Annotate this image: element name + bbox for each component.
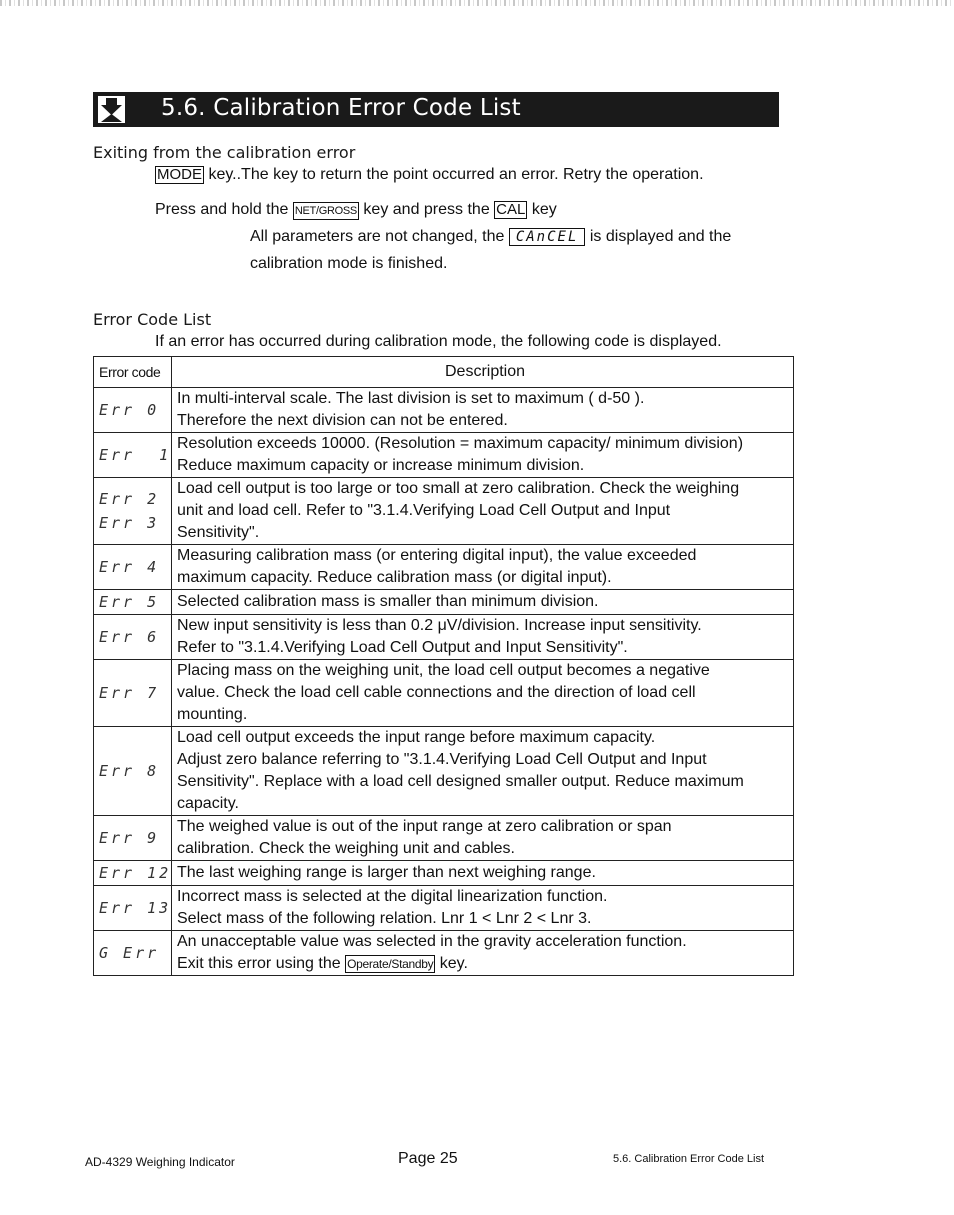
table-row — [94, 660, 794, 727]
error-description-cell — [172, 545, 794, 590]
footer-left: AD-4329 Weighing Indicator — [85, 1155, 235, 1169]
cancel-display: CAnCEL — [509, 228, 586, 246]
mode-text: key..The key to return the point occurred an error. Retry the operation. — [208, 166, 704, 183]
description-line: New input sensitivity is less than 0.2 μV/division. Increase input sensitivity. — [177, 617, 702, 634]
finished-line: calibration mode is finished. — [250, 255, 448, 272]
error-code: Err 5 — [99, 593, 160, 611]
error-code: Err 13 — [99, 899, 172, 917]
press-text-3: key — [531, 201, 557, 218]
table-row — [94, 388, 794, 433]
error-list-intro: If an error has occurred during calibration mode, the following code is displayed. — [155, 333, 722, 350]
table-row — [94, 545, 794, 590]
description-line: The weighed value is out of the input range at zero calibration or span — [177, 818, 672, 835]
section-header — [93, 92, 779, 127]
error-code-cell — [94, 590, 172, 615]
description-text: key. — [439, 955, 468, 972]
description-line: Measuring calibration mass (or entering digital input), the value exceeded — [177, 547, 697, 564]
params-text-1: All parameters are not changed, the — [250, 228, 505, 245]
net-gross-key: NET/GROSS — [293, 202, 359, 220]
error-code: Err 0 — [99, 401, 160, 419]
error-description-cell — [172, 861, 794, 886]
table-row — [94, 931, 794, 976]
error-code-cell — [94, 816, 172, 861]
error-code-cell — [94, 727, 172, 816]
error-code-cell — [94, 478, 172, 545]
error-code: Err 3 — [99, 514, 160, 532]
col-header-code: Error code — [94, 357, 172, 388]
footer-right: 5.6. Calibration Error Code List — [613, 1153, 765, 1165]
description-line: unit and load cell. Refer to "3.1.4.Verifying Load Cell Output and Input — [177, 502, 671, 519]
error-code-cell — [94, 388, 172, 433]
press-line — [155, 201, 557, 220]
error-description-cell — [172, 615, 794, 660]
description-line: An unacceptable value was selected in the gravity acceleration function. — [177, 933, 687, 950]
error-description-cell — [172, 660, 794, 727]
error-code: Err 9 — [99, 829, 160, 847]
error-code-cell — [94, 615, 172, 660]
error-description-cell — [172, 727, 794, 816]
error-code-cell — [94, 660, 172, 727]
table-row — [94, 590, 794, 615]
description-line: Reduce maximum capacity or increase minimum division. — [177, 457, 585, 474]
mode-line — [155, 166, 704, 184]
error-description-cell — [172, 433, 794, 478]
table-header-row — [94, 357, 794, 388]
error-code: Err 2 — [99, 490, 160, 508]
col-header-description: Description — [172, 357, 794, 388]
operate-standby-key: Operate/Standby — [347, 957, 434, 971]
description-line: Adjust zero balance referring to "3.1.4.Verifying Load Cell Output and Input — [177, 751, 707, 768]
error-code: Err 8 — [99, 762, 160, 780]
description-line: Load cell output is too large or too small at zero calibration. Check the weighing — [177, 480, 740, 497]
description-line: In multi-interval scale. The last division is set to maximum ( d-50 ). — [177, 390, 645, 407]
description-line: The last weighing range is larger than next weighing range. — [177, 864, 596, 881]
description-line: calibration. Check the weighing unit and cables. — [177, 840, 515, 857]
description-text: Exit this error using the — [177, 955, 341, 972]
download-arrow-icon — [96, 94, 127, 125]
error-code-table — [93, 356, 794, 976]
description-line: Placing mass on the weighing unit, the load cell output becomes a negative — [177, 662, 710, 679]
description-line: Incorrect mass is selected at the digital linearization function. — [177, 888, 608, 905]
description-line: maximum capacity. Reduce calibration mass (or digital input). — [177, 569, 612, 586]
error-code: Err 4 — [99, 558, 160, 576]
error-description-cell — [172, 478, 794, 545]
error-code: Err 7 — [99, 684, 160, 702]
error-code-cell — [94, 931, 172, 976]
error-code: G Err — [99, 944, 160, 962]
error-code-cell — [94, 886, 172, 931]
table-row — [94, 433, 794, 478]
error-code-cell — [94, 545, 172, 590]
description-line: Select mass of the following relation. Lnr 1 < Lnr 2 < Lnr 3. — [177, 910, 592, 927]
description-line: Sensitivity". — [177, 524, 260, 541]
error-description-cell — [172, 886, 794, 931]
error-code: Err 1 — [99, 446, 172, 464]
table-row — [94, 816, 794, 861]
table-row — [94, 478, 794, 545]
error-code-cell — [94, 861, 172, 886]
error-description-cell — [172, 590, 794, 615]
description-line: mounting. — [177, 706, 248, 723]
exiting-heading: Exiting from the calibration error — [93, 143, 356, 162]
error-description-cell — [172, 931, 794, 976]
description-line: Selected calibration mass is smaller than minimum division. — [177, 593, 599, 610]
description-line — [177, 953, 793, 975]
description-line: Load cell output exceeds the input range before maximum capacity. — [177, 729, 656, 746]
description-line: Sensitivity". Replace with a load cell designed smaller output. Reduce maximum — [177, 773, 744, 790]
error-description-cell — [172, 816, 794, 861]
footer-page-number: Page 25 — [398, 1150, 458, 1167]
description-line: Therefore the next division can not be entered. — [177, 412, 508, 429]
description-line: value. Check the load cell cable connections and the direction of load cell — [177, 684, 696, 701]
params-line — [250, 228, 731, 246]
table-body — [94, 388, 794, 976]
mode-key: MODE — [157, 166, 202, 183]
description-line: Resolution exceeds 10000. (Resolution = maximum capacity/ minimum division) — [177, 435, 744, 452]
params-text-2: is displayed and the — [589, 228, 732, 245]
description-line: capacity. — [177, 795, 239, 812]
description-line: Refer to "3.1.4.Verifying Load Cell Output and Input Sensitivity". — [177, 639, 628, 656]
table-row — [94, 861, 794, 886]
press-text-2: key and press the — [363, 201, 490, 218]
error-code: Err 12 — [99, 864, 172, 882]
table-row — [94, 727, 794, 816]
error-code: Err 6 — [99, 628, 160, 646]
cal-key: CAL — [496, 201, 526, 218]
press-text-1: Press and hold the — [155, 201, 289, 218]
section-title: 5.6. Calibration Error Code List — [161, 95, 521, 121]
error-list-heading: Error Code List — [93, 310, 212, 329]
error-description-cell — [172, 388, 794, 433]
table-row — [94, 615, 794, 660]
scan-noise — [0, 0, 954, 6]
error-code-cell — [94, 433, 172, 478]
table-row — [94, 886, 794, 931]
